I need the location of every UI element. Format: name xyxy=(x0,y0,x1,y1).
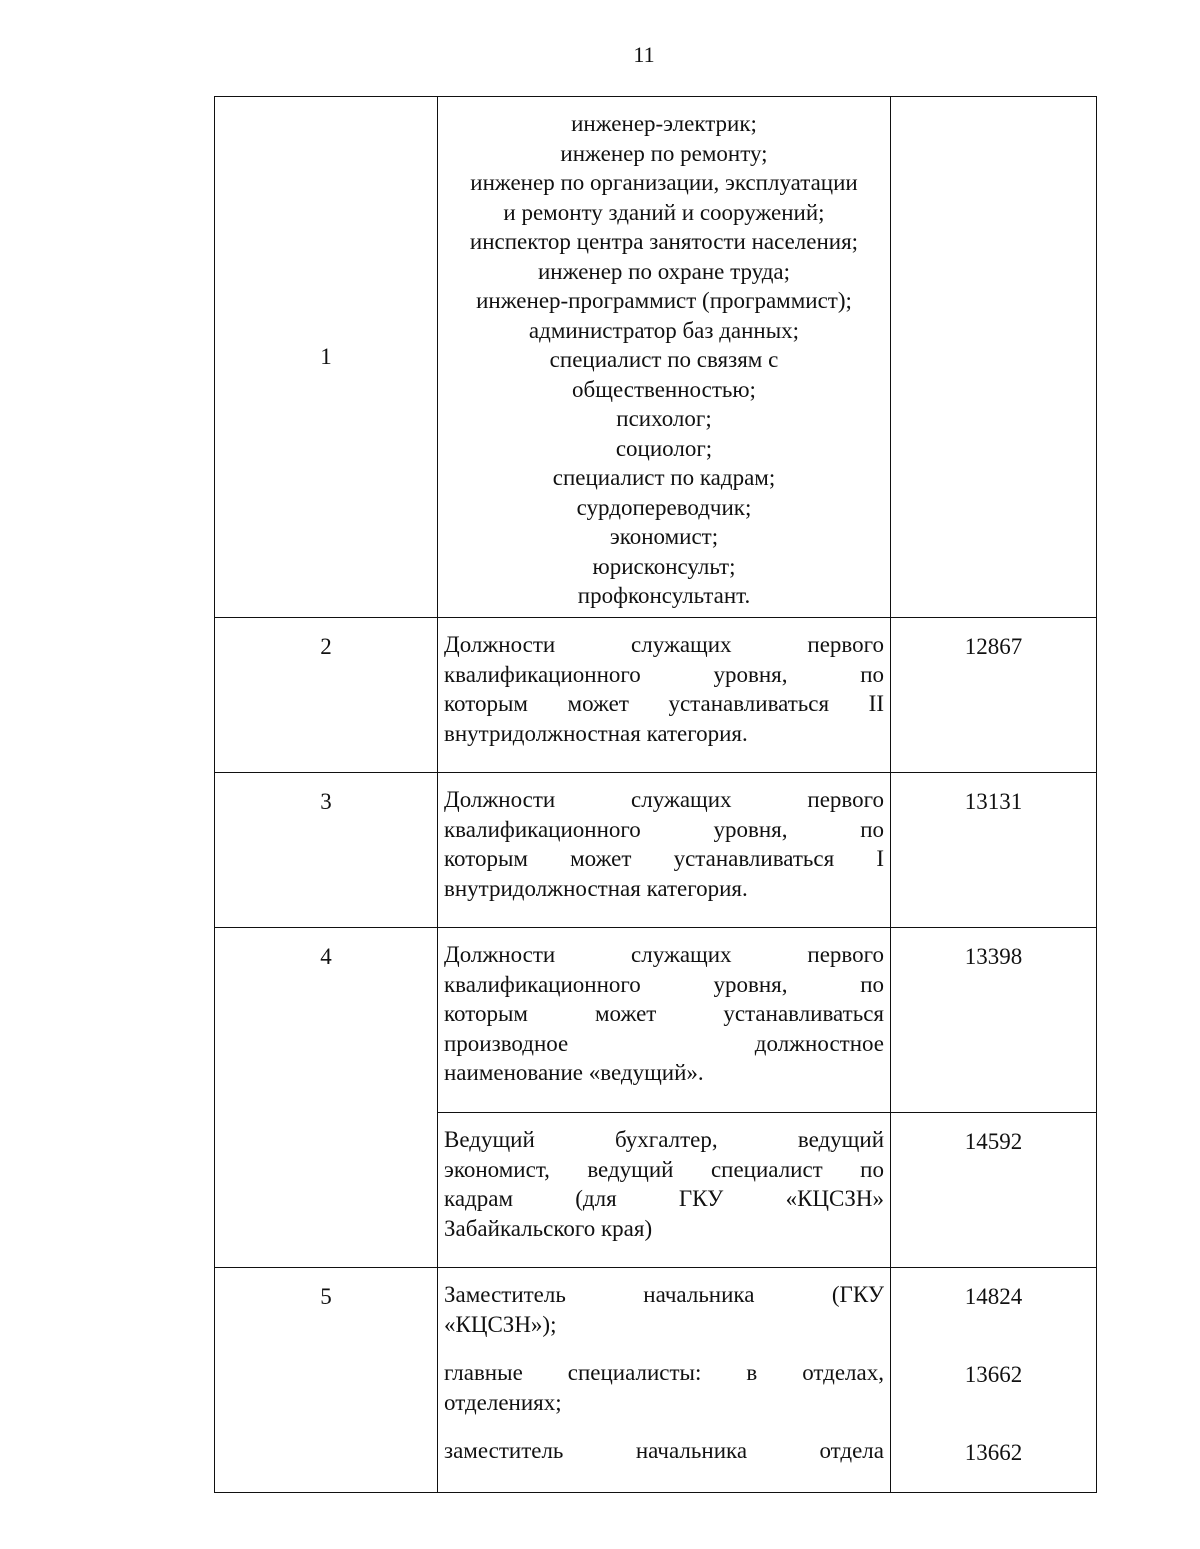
text-line: Должности служащих первого xyxy=(444,942,884,967)
description-cell xyxy=(438,618,891,773)
list-item: и ремонту зданий и сооружений; xyxy=(503,199,825,225)
text-line: которым может устанавливаться I xyxy=(444,846,884,871)
text-line: Ведущий бухгалтер, ведущий xyxy=(444,1127,884,1152)
value-cell xyxy=(891,1268,1097,1493)
text-line: Должности служащих первого xyxy=(444,787,884,812)
position-list-cell xyxy=(438,97,891,618)
row-number: 1 xyxy=(320,344,332,370)
list-item: социолог; xyxy=(615,435,713,461)
text-line: квалификационного уровня, по xyxy=(444,971,884,997)
text-line: квалификационного уровня, по xyxy=(444,661,884,687)
list-item: профконсультант. xyxy=(577,583,751,608)
list-item: сурдопереводчик; xyxy=(576,494,752,520)
salary-value: 12867 xyxy=(891,618,1097,773)
description-cell xyxy=(438,1113,891,1268)
salary-table xyxy=(214,96,1097,1493)
table-row xyxy=(215,928,1097,1113)
list-item: инженер по организации, эксплуатации xyxy=(470,170,858,195)
text-line: которым может устанавливаться II xyxy=(444,691,884,716)
salary-value: 13662 xyxy=(964,1362,1023,1387)
salary-value: 14592 xyxy=(891,1113,1097,1268)
list-item: инженер по охране труда; xyxy=(537,258,791,284)
text-line: внутридолжностная категория. xyxy=(444,720,748,746)
list-item: общественностью; xyxy=(572,376,756,402)
text-line: отделениях; xyxy=(444,1389,562,1415)
list-item: инженер-программист (программист); xyxy=(476,288,852,313)
list-item: специалист по кадрам; xyxy=(552,465,776,490)
table-row xyxy=(215,97,1097,618)
text-line: внутридолжностная категория. xyxy=(444,875,748,901)
text-line: экономист, ведущий специалист по xyxy=(444,1156,884,1182)
text-line: которым может устанавливаться xyxy=(444,1001,884,1026)
text-line: Забайкальского края) xyxy=(444,1215,653,1241)
text-line: «КЦСЗН»); xyxy=(444,1311,557,1337)
text-line: квалификационного уровня, по xyxy=(444,816,884,842)
list-item: инженер-электрик; xyxy=(571,111,757,136)
salary-value: 14824 xyxy=(964,1284,1023,1309)
list-item: экономист; xyxy=(609,524,719,549)
text-line: заместитель начальника отдела xyxy=(444,1438,884,1463)
text-line: наименование «ведущий». xyxy=(444,1060,704,1085)
list-item: администратор баз данных; xyxy=(528,317,800,343)
description-cell xyxy=(438,928,891,1113)
salary-value: 13398 xyxy=(891,928,1097,1113)
row-number: 2 xyxy=(215,618,438,773)
salary-value: 13662 xyxy=(964,1440,1023,1465)
table-row xyxy=(215,773,1097,928)
row-number: 5 xyxy=(215,1268,438,1493)
table-row xyxy=(215,1268,1097,1493)
row-number: 3 xyxy=(215,773,438,928)
list-item: психолог; xyxy=(616,406,712,431)
list-item: юрисконсульт; xyxy=(592,553,736,579)
text-line: главные специалисты: в отделах, xyxy=(444,1360,884,1385)
list-item: инженер по ремонту; xyxy=(560,140,768,166)
description-cell xyxy=(438,773,891,928)
value-cell xyxy=(891,97,1097,618)
text-line: кадрам (для ГКУ «КЦСЗН» xyxy=(444,1186,884,1211)
text-line: производное должностное xyxy=(444,1030,884,1056)
text-line: Должности служащих первого xyxy=(444,632,884,657)
list-item: специалист по связям с xyxy=(549,347,779,372)
list-item: инспектор центра занятости населения; xyxy=(469,229,859,254)
description-cell xyxy=(438,1268,891,1493)
page-number: 11 xyxy=(633,42,655,67)
text-line: Заместитель начальника (ГКУ xyxy=(444,1282,884,1307)
salary-value: 13131 xyxy=(891,773,1097,928)
table-row xyxy=(215,618,1097,773)
row-number: 4 xyxy=(215,928,438,1268)
row-number-cell xyxy=(215,97,438,618)
